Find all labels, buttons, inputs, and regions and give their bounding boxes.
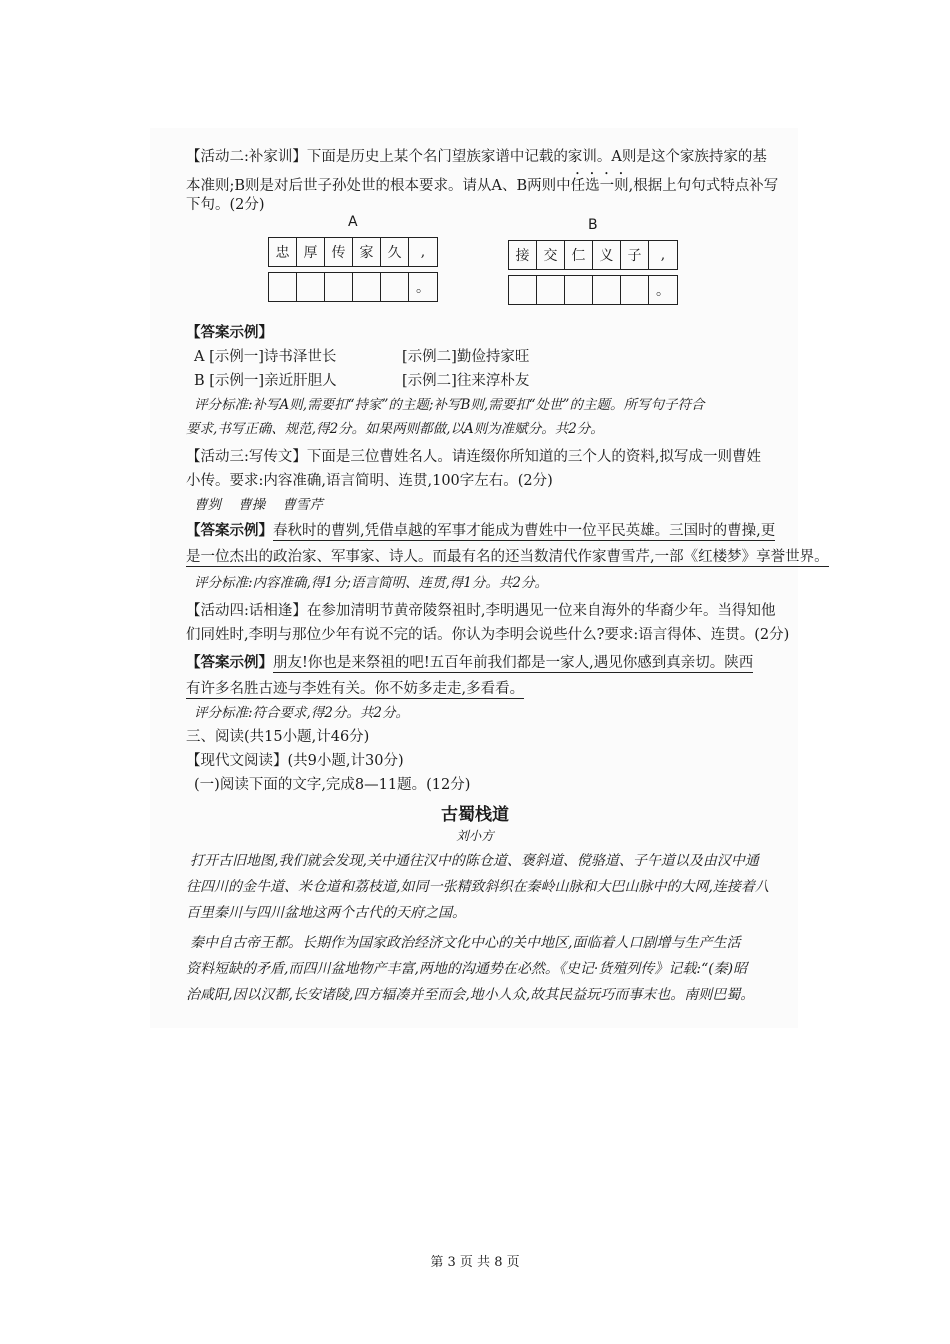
article-p2-line2: 资料短缺的矛盾,而四川盆地物产丰富,两地的沟通势在必然。《史记·货殖列传》记载:“(秦)昭 (186, 961, 748, 977)
grid-cell (381, 273, 409, 301)
grid-cell (353, 273, 381, 301)
grid-cell: , (420, 244, 426, 260)
grid-cell: 家 (353, 238, 381, 266)
grid-a-label: A (348, 214, 358, 230)
grid-b-label: B (588, 217, 598, 233)
grid-cell (297, 273, 325, 301)
grid-cell: 厚 (297, 238, 325, 266)
activity2-line2: 本准则;B则是对后世子孙处世的根本要求。请从A、B两则中任选一则,根据上句句式特点补写 (186, 178, 779, 194)
activity4-line1: 【活动四:话相逢】在参加清明节黄帝陵祭祖时,李明遇见一位来自海外的华裔少年。当得知他 (186, 603, 776, 619)
grid-cell: 久 (381, 238, 409, 266)
activity2-line3: 下句。(2分) (186, 197, 265, 213)
grid-cell: 忠 (269, 238, 297, 266)
section3-modern: 【现代文阅读】(共9小题,计30分) (186, 753, 404, 769)
section3-part1: (一)阅读下面的文字,完成8—11题。(12分) (194, 777, 471, 793)
activity3-answer1: 【答案示例】春秋时的曹刿,凭借卓越的军事才能成为曹姓中一位平民英雄。三国时的曹操,更 (186, 522, 776, 539)
grid-cell: 接 (509, 241, 537, 269)
grid-a-bottom (268, 272, 438, 302)
activity3-answer2: 是一位杰出的政治家、军事家、诗人。而最有名的还当数清代作家曹雪芹,一部《红楼梦》享誉世界。 (186, 549, 829, 565)
article-p1-line1: 打开古旧地图,我们就会发现,关中通往汉中的陈仓道、褒斜道、傥骆道、子午道以及由汉中通 (190, 853, 759, 869)
grid-cell: 传 (325, 238, 353, 266)
grid-a-top (268, 237, 438, 267)
activity3-names: 曹刿 曹操 曹雪芹 (194, 497, 323, 513)
activity4-criteria: 评分标准:符合要求,得2分。共2分。 (194, 705, 410, 721)
grid-cell (509, 276, 537, 304)
activity3-criteria: 评分标准:内容准确,得1分;语言简明、连贯,得1分。共2分。 (194, 575, 548, 591)
grid-cell (565, 276, 593, 304)
grid-cell (621, 276, 649, 304)
criteria2-line1: 评分标准:补写A则,需要扣“持家”的主题;补写B则,需要扣“处世”的主题。所写句子符合 (194, 397, 705, 413)
grid-cell (325, 273, 353, 301)
section3-heading: 三、阅读(共15小题,计46分) (186, 729, 370, 745)
grid-cell: 。 (416, 280, 430, 296)
page-footer: 第 3 页 共 8 页 (430, 1255, 520, 1270)
activity4-answer1: 【答案示例】朋友!你也是来祭祖的吧!五百年前我们都是一家人,遇见你感到真亲切。陕西 (186, 654, 754, 671)
grid-cell (593, 276, 621, 304)
activity4-line2: 们同姓时,李明与那位少年有说不完的话。你认为李明会说些什么?要求:语言得体、连贯。(2分) (186, 627, 790, 643)
grid-cell (537, 276, 565, 304)
answer-a1: A [示例一]诗书泽世长 (194, 349, 337, 365)
article-p2-line1: 秦中自古帝王都。长期作为国家政治经济文化中心的关中地区,面临着人口剧增与生产生活 (190, 935, 741, 951)
activity4-answer2: 有许多名胜古迹与李姓有关。你不妨多走走,多看看。 (186, 681, 525, 697)
grid-b-top (508, 240, 678, 270)
criteria2-line2: 要求,书写正确、规范,得2分。如果两则都做,以A则为准赋分。共2分。 (186, 421, 604, 437)
grid-cell: 。 (656, 283, 670, 299)
article-author: 刘小方 (456, 828, 494, 843)
grid-cell: 仁 (565, 241, 593, 269)
article-title: 古蜀栈道 (441, 805, 509, 825)
grid-cell: , (660, 247, 666, 263)
article-p1-line3: 百里秦川与四川盆地这两个古代的天府之国。 (186, 905, 466, 921)
grid-cell: 义 (593, 241, 621, 269)
grid-cell: 交 (537, 241, 565, 269)
grid-cell (269, 273, 297, 301)
activity3-line1: 【活动三:写传文】下面是三位曹姓名人。请连缀你所知道的三个人的资料,拟写成一则曹姓 (186, 449, 761, 465)
grid-cell: 子 (621, 241, 649, 269)
answer-b1: B [示例一]亲近肝胆人 (194, 373, 337, 389)
article-p2-line3: 治咸阳,因以汉都,长安诸陵,四方辐凑并至而会,地小人众,故其民益玩巧而事末也。南则巴蜀。 (186, 987, 755, 1003)
activity3-line2: 小传。要求:内容准确,语言简明、连贯,100字左右。(2分) (186, 473, 553, 489)
answer-heading-2: 【答案示例】 (186, 324, 273, 341)
activity2-line1: 【活动二:补家训】下面是历史上某个名门望族家谱中记载的家训。A则是这个家族持家的基 (186, 149, 767, 165)
article-p1-line2: 往四川的金牛道、米仓道和荔枝道,如同一张精致斜织在秦岭山脉和大巴山脉中的大网,连接着八 (186, 879, 769, 895)
grid-b-bottom (508, 275, 678, 305)
answer-b2: [示例二]往来淳朴友 (402, 373, 530, 389)
answer-a2: [示例二]勤俭持家旺 (402, 349, 530, 365)
